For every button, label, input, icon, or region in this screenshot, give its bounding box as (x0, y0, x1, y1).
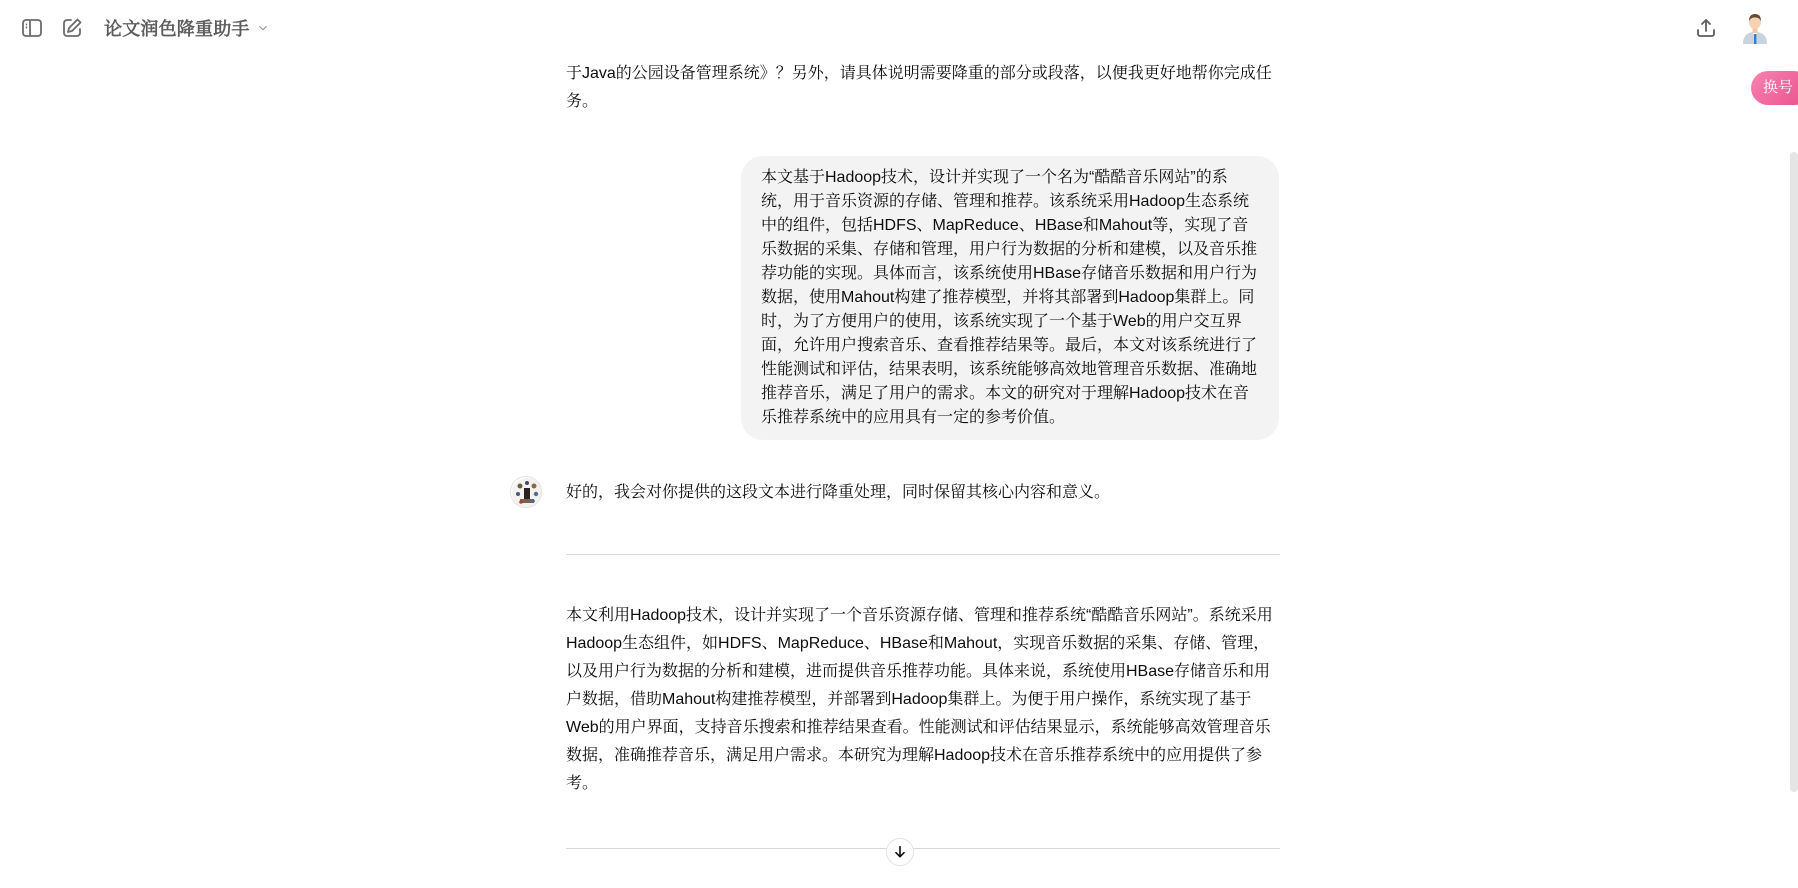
scrollbar[interactable] (1790, 152, 1798, 792)
divider (566, 848, 1280, 849)
assistant-rewritten-text: 本文利用Hadoop技术，设计并实现了一个音乐资源存储、管理和推荐系统“酷酷音乐网站”。系统采用Hadoop生态组件，如HDFS、MapReduce、HBase和Mahout，实现音乐数据的采集、存储、管理，以及用户行为数据的分析和建模，进而提供音乐推荐功能。具体来说，系统使用HBase存储音乐和用户数据，借助Mahout构建推荐模型，并部署到Hadoop集群上。为便于用户操作，系统实现了基于Web的用户界面，支持音乐搜索和推荐结果查看。性能测试和评估结果显示，系统能够高效管理音乐数据，准确推荐音乐，满足用户需求。本研究为理解Hadoop技术在音乐推荐系统中的应用提供了参考。 (566, 607, 1273, 792)
assistant-message-previous: 于Java的公园设备管理系统》？另外，请具体说明需要降重的部分或段落，以便我更好地帮你完成任务。 (566, 65, 1272, 110)
share-button[interactable] (1694, 16, 1718, 40)
share-upload-icon (1694, 16, 1718, 40)
assistant-intro-text: 好的，我会对你提供的这段文本进行降重处理，同时保留其核心内容和意义。 (566, 484, 1111, 501)
top-bar (0, 0, 1798, 56)
switch-account-button[interactable]: 换号 (1751, 71, 1798, 105)
model-selector[interactable] (104, 15, 270, 41)
chevron-down-icon (256, 21, 270, 35)
page-title: 论文润色降重助手 (104, 19, 250, 39)
new-chat-button[interactable] (60, 16, 84, 40)
edit-icon (60, 16, 84, 40)
assistant-avatar (510, 476, 542, 508)
sidebar-toggle-icon (20, 16, 44, 40)
divider (566, 554, 1280, 555)
sidebar-toggle-button[interactable] (20, 16, 44, 40)
scroll-to-bottom-button[interactable] (886, 838, 914, 866)
arrow-down-icon (892, 844, 908, 860)
user-message-bubble: 本文基于Hadoop技术，设计并实现了一个名为“酷酷音乐网站”的系统，用于音乐资源的存储、管理和推荐。该系统采用Hadoop生态系统中的组件，包括HDFS、MapReduce、HBase和Mahout等，实现了音乐数据的采集、存储和管理，用户行为数据的分析和建模，以及音乐推荐功能的实现。具体而言，该系统使用HBase存储音乐数据和用户行为数据，使用Mahout构建了推荐模型，并将其部署到Hadoop集群上。同时，为了方便用户的使用，该系统实现了一个基于Web的用户交互界面，允许用户搜索音乐、查看推荐结果等。最后，本文对该系统进行了性能测试和评估，结果表明，该系统能够高效地管理音乐数据、准确地推荐音乐，满足了用户的需求。本文的研究对于理解Hadoop技术在音乐推荐系统中的应用具有一定的参考价值。 (741, 156, 1279, 440)
user-avatar[interactable] (1740, 12, 1770, 44)
